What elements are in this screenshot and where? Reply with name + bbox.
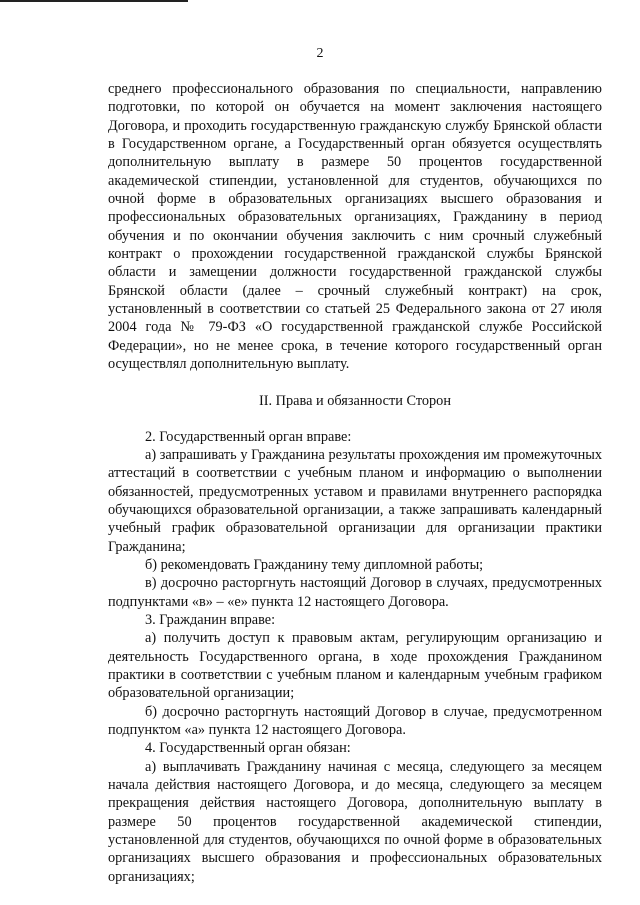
- spacer: [108, 410, 602, 428]
- clause-2a: а) запрашивать у Гражданина результаты прохождения им промежуточных аттестаций в соответствии с учебным планом и информацию о выполнении обязанностей, предусмотренных уставом и правилами внутреннего распорядка обучающихся образовательной организации, а также запрашивать календарный учебный график образовательной организации для организации практики Гражданина;: [108, 446, 602, 555]
- clause-3-title: 3. Гражданин вправе:: [145, 611, 276, 628]
- clause-2-title: 2. Государственный орган вправе:: [145, 428, 352, 445]
- spacer: [108, 374, 602, 392]
- clause-2b: б) рекомендовать Гражданину тему дипломной работы;: [145, 556, 484, 573]
- page-number: 2: [316, 46, 324, 61]
- top-rule: [0, 0, 640, 4]
- clause-2c: в) досрочно расторгнуть настоящий Договор в случаях, предусмотренных подпунктами «в» – «е» пункта 12 настоящего Договора.: [108, 575, 602, 610]
- clause-3a: а) получить доступ к правовым актам, регулирующим организацию и деятельность Государственного органа, в ходе прохождения Гражданином практики в соответствии с учебным планом и календарным учебным графиком образовательной организации;: [108, 630, 602, 702]
- clause-3b: б) досрочно расторгнуть настоящий Договор в случае, предусмотренном подпунктом «а» пункта 12 настоящего Договора.: [108, 703, 602, 738]
- section-heading: II. Права и обязанности Сторон: [259, 392, 451, 409]
- clause-4-title: 4. Государственный орган обязан:: [145, 740, 351, 757]
- top-rule-bar: [0, 0, 188, 2]
- intro-paragraph: среднего профессионального образования по специальности, направлению подготовки, по которой он обучается на момент заключения настоящего Договора, и проходить государственную гражданскую службу Брянской области в Государственном органе, а Государственный орган обязуется осуществлять дополнительную выплату в размере 50 процентов государственной академической стипендии, установленной для студентов, обучающихся по очной форме в образовательных организациях высшего образования и профессиональных образовательных организациях, Гражданину в период обучения и по окончании обучения заключить с ним срочный служебный контракт о прохождении государственной гражданской службы Брянской области и замещении должности государственной гражданской службы Брянской области (далее – срочный служебный контракт) на срок, установленный в соответствии со статьей 25 Федерального закона от 27 июля 2004 года № 79-ФЗ «О государственной гражданской службе Российской Федерации», но не менее срока, в течение которого государственный орган осуществлял дополнительную выплату.: [108, 81, 602, 373]
- clause-4a: а) выплачивать Гражданину начиная с месяца, следующего за месяцем начала действия настоящего Договора, и до месяца, следующего за месяцем прекращения действия настоящего Договора, дополнительную выплату в размере 50 процентов государственной академической стипендии, установленной для студентов, обучающихся по очной форме в образовательных организациях высшего образования и профессиональных образовательных организациях;: [108, 758, 602, 885]
- document-body: [108, 80, 602, 886]
